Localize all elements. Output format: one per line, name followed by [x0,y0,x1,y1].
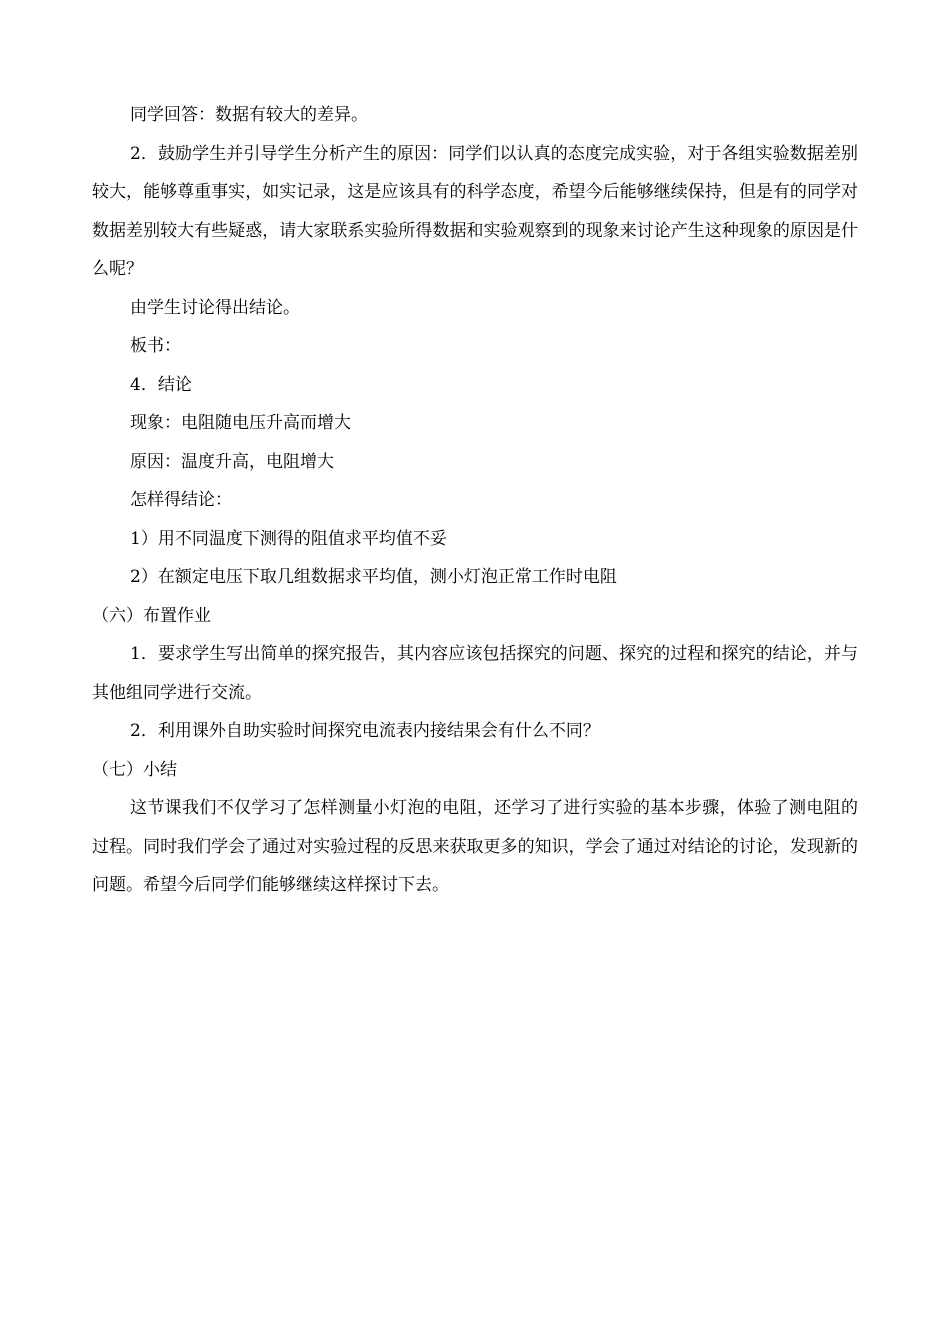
document-body [92,96,858,905]
paragraph-summary: 这节课我们不仅学习了怎样测量小灯泡的电阻，还学习了进行实验的基本步骤，体验了测电阻的过程。同时我们学会了通过对实验过程的反思来获取更多的知识，学会了通过对结论的讨论，发现新的问题。希望今后同学们能够继续这样探讨下去。 [92,798,858,895]
paragraph-phenomenon: 现象：电阻随电压升高而增大 [130,413,351,433]
paragraph-how-conclude: 怎样得结论： [130,490,232,510]
paragraph-homework-1: 1．要求学生写出简单的探究报告，其内容应该包括探究的问题、探究的过程和探究的结论，并与其他组同学进行交流。 [92,644,858,703]
paragraph-student-answer: 同学回答：数据有较大的差异。 [130,105,368,125]
paragraph-conclusion-title: 4．结论 [130,374,192,395]
paragraph-reason: 原因：温度升高，电阻增大 [130,451,334,472]
paragraph-homework-2: 2．利用课外自助实验时间探究电流表内接结果会有什么不同？ [130,721,600,741]
paragraph-analysis: 2．鼓励学生并引导学生分析产生的原因：同学们以认真的态度完成实验，对于各组实验数据差别较大，能够尊重事实，如实记录，这是应该具有的科学态度，希望今后能够继续保持，但是有的同学对数据差别较大有些疑惑，请大家联系实验所得数据和实验观察到的现象来讨论产生这种现象的原因是什么呢？ [92,143,858,279]
paragraph-discussion: 由学生讨论得出结论。 [130,297,300,318]
paragraph-point-1: 1）用不同温度下测得的阻值求平均值不妥 [130,528,447,549]
section-heading-homework: （六）布置作业 [92,605,211,626]
paragraph-point-2: 2）在额定电压下取几组数据求平均值，测小灯泡正常工作时电阻 [130,567,617,587]
section-heading-summary: （七）小结 [92,759,177,780]
paragraph-blackboard: 板书： [130,336,181,356]
